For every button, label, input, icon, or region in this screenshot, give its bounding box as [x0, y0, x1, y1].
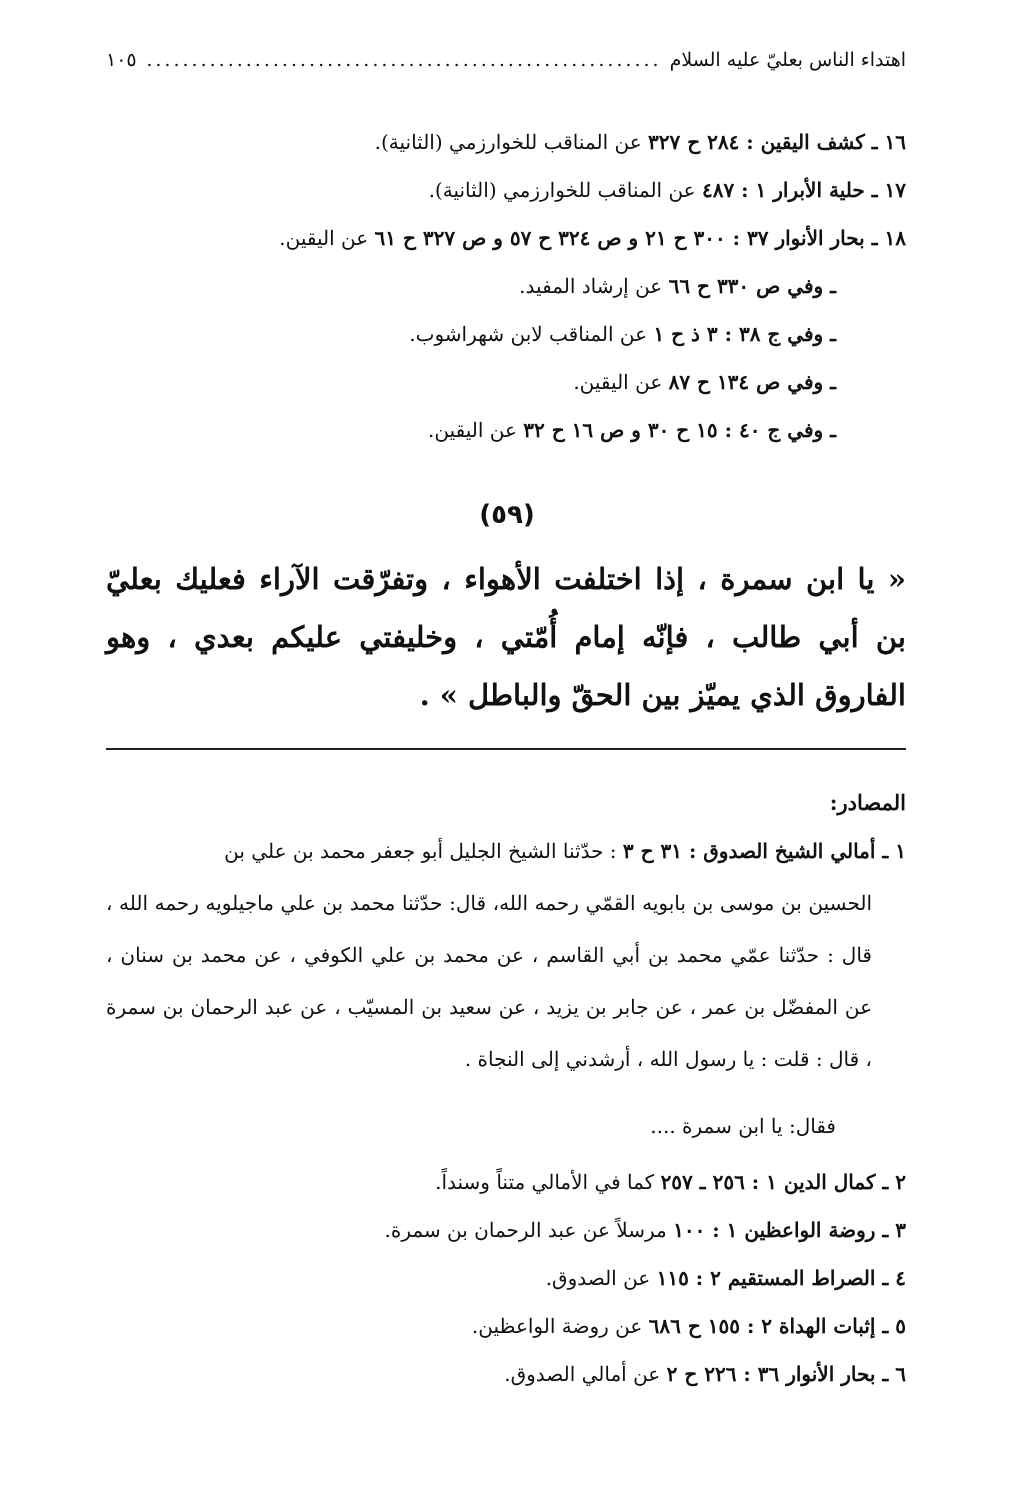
- page-number: ١٠٥: [106, 49, 137, 71]
- source-item-tail: فقال: يا ابن سمرة ....: [650, 1114, 836, 1138]
- reference-item: ١٦ ـ كشف اليقين : ٢٨٤ ح ٣٢٧ عن المناقب للخوارزمي (الثانية).: [374, 130, 906, 154]
- source-item: ٦ ـ بحار الأنوار ٣٦ : ٢٢٦ ح ٢ عن أمالي الصدوق.: [504, 1362, 906, 1386]
- sources-heading: المصادر:: [829, 790, 906, 815]
- reference-subitem: ـ وفي ص ١٣٤ ح ٨٧ عن اليقين.: [573, 370, 836, 394]
- reference-item: ١٧ ـ حلية الأبرار ١ : ٤٨٧ عن المناقب للخوارزمي (الثانية).: [428, 178, 906, 202]
- running-header: [106, 40, 906, 80]
- hadith-text: « يا ابن سمرة ، إذا اختلفت الأهواء ، وتفرّقت الآراء فعليك بعليّ بن أبي طالب ، فإنّه إمام أُمّتي ، وخليفتي عليكم بعدي ، وهو الفاروق الذي يميّز بين الحقّ والباطل » .: [106, 562, 906, 712]
- footnote-divider: [106, 748, 906, 750]
- source-item-first: ١ ـ أمالي الشيخ الصدوق : ٣١ ح ٣ : حدّثنا الشيخ الجليل أبو جعفر محمد بن علي بن الحسين بن موسى بن بابويه القمّي رحمه الله، قال: حدّثنا محمد بن علي ماجيلويه رحمه الله ، قال : حدّثنا عمّي محمد بن أبي القاسم ، عن محمد بن علي الكوفي ، عن محمد بن سنان ، عن المفضّل بن عمر ، عن جابر بن يزيد ، عن سعيد بن المسيّب ، عن عبد الرحمان بن سمرة ، قال : قلت : يا رسول الله ، أرشدني إلى النجاة .: [106, 825, 906, 1085]
- hadith-number: (٥٩): [479, 500, 535, 530]
- previous-references-list: [106, 118, 906, 454]
- source-item-continuation: الحسين بن موسى بن بابويه القمّي رحمه الله، قال: حدّثنا محمد بن علي ماجيلويه رحمه الله ، قال : حدّثنا عمّي محمد بن أبي القاسم ، عن محمد بن علي الكوفي ، عن محمد بن سنان ، عن المفضّل بن عمر ، عن جابر بن يزيد ، عن سعيد بن المسيّب ، عن عبد الرحمان بن سمرة ، قال : قلت : يا رسول الله ، أرشدني إلى النجاة .: [106, 891, 872, 1071]
- reference-subitem: ـ وفي ص ٣٣٠ ح ٦٦ عن إرشاد المفيد.: [519, 274, 836, 298]
- reference-subitem: ـ وفي ج ٣٨ : ٣ ذ ح ١ عن المناقب لابن شهراشوب.: [409, 322, 836, 346]
- header-leader-dots: [145, 49, 662, 71]
- sources-list: [106, 1158, 906, 1398]
- source-item: ٣ ـ روضة الواعظين ١ : ١٠٠ مرسلاً عن عبد الرحمان بن سمرة.: [384, 1218, 906, 1242]
- source-item: ٢ ـ كمال الدين ١ : ٢٥٦ ـ ٢٥٧ كما في الأمالي متناً وسنداً.: [435, 1170, 906, 1194]
- header-title: اهتداء الناس بعليّ عليه السلام: [669, 49, 906, 71]
- source-item: ٥ ـ إثبات الهداة ٢ : ١٥٥ ح ٦٨٦ عن روضة الواعظين.: [471, 1314, 906, 1338]
- source-item: ٤ ـ الصراط المستقيم ٢ : ١١٥ عن الصدوق.: [545, 1266, 906, 1290]
- reference-item: ١٨ ـ بحار الأنوار ٣٧ : ٣٠٠ ح ٢١ و ص ٣٢٤ ح ٥٧ و ص ٣٢٧ ح ٦١ عن اليقين.: [279, 226, 906, 250]
- reference-subitem: ـ وفي ج ٤٠ : ١٥ ح ٣٠ و ص ١٦ ح ٣٢ عن اليقين.: [428, 418, 836, 442]
